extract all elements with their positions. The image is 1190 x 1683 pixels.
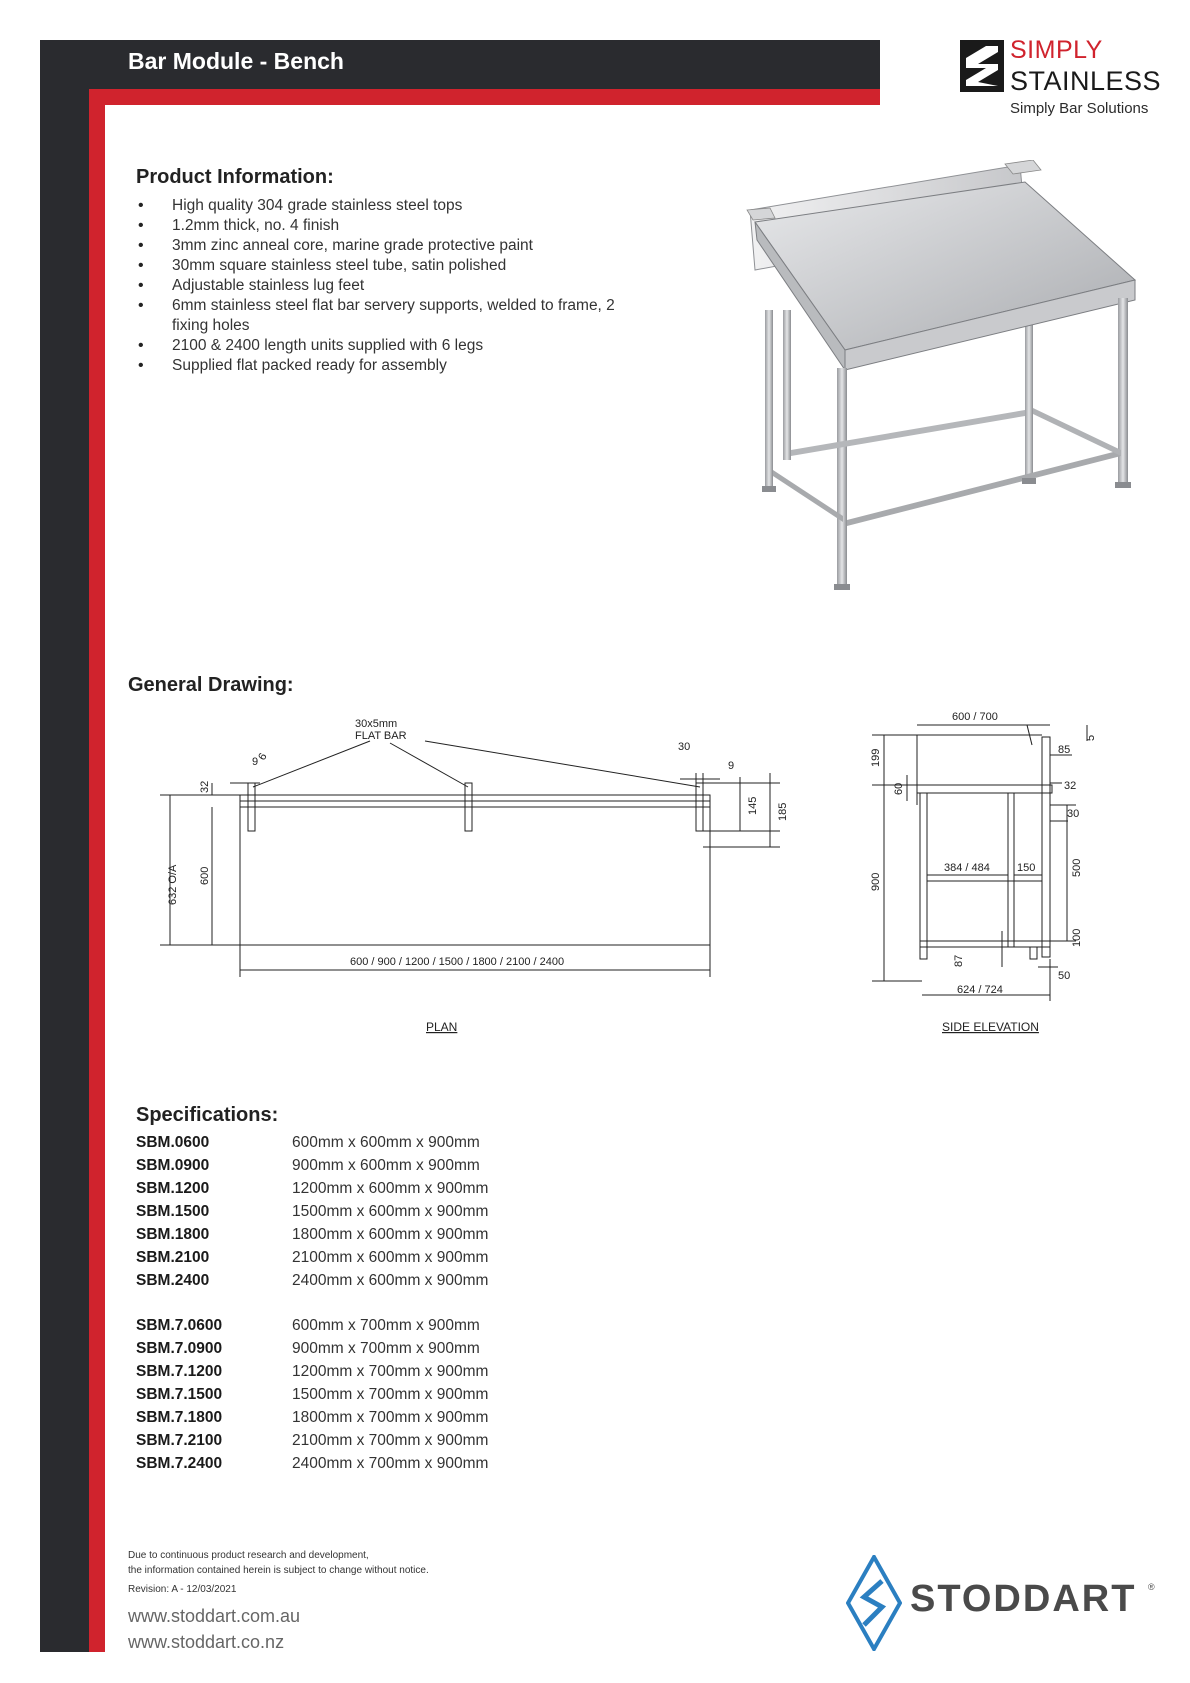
- revision-label: Revision: A - 12/03/2021: [128, 1584, 237, 1595]
- spec-row: [136, 1455, 488, 1478]
- plan-dim-9-left: 9: [252, 756, 259, 768]
- spec-dims: 2400mm x 600mm x 900mm: [292, 1272, 489, 1289]
- frame-red-bar-top: [89, 89, 880, 105]
- brand-simply: SIMPLY: [1010, 36, 1103, 64]
- side-dim-900: 900: [870, 872, 882, 891]
- spec-row: [136, 1249, 488, 1272]
- spec-dims: 1800mm x 600mm x 900mm: [292, 1226, 489, 1243]
- spec-row: [136, 1363, 488, 1386]
- side-dim-50: 50: [1058, 970, 1071, 982]
- spec-code: SBM.1500: [136, 1203, 210, 1220]
- plan-dim-9-right: 9: [728, 760, 735, 772]
- side-dim-624: 624 / 724: [957, 984, 1003, 996]
- side-dim-100: 100: [1071, 928, 1083, 947]
- spec-row: [136, 1386, 488, 1409]
- side-dim-5: 5: [1085, 734, 1097, 741]
- spec-code: SBM.0600: [136, 1134, 210, 1151]
- brand-tagline: Simply Bar Solutions: [1010, 100, 1149, 117]
- frame-red-bar-left: [89, 89, 105, 1652]
- page-title: Bar Module - Bench: [128, 48, 344, 74]
- side-dim-199: 199: [870, 748, 882, 767]
- spec-code: SBM.7.2400: [136, 1455, 223, 1472]
- spec-code: SBM.7.0600: [136, 1317, 223, 1334]
- product-info-title: Product Information:: [136, 166, 334, 188]
- stoddart-logo-icon: [846, 1555, 902, 1651]
- plan-dim-600: 600: [199, 866, 211, 885]
- spec-row: [136, 1272, 488, 1295]
- disclaimer-line-2: the information contained herein is subject to change without notice.: [128, 1565, 429, 1576]
- side-caption: SIDE ELEVATION: [942, 1020, 1039, 1034]
- feature-item: • 1.2mm thick, no. 4 finish: [135, 216, 655, 236]
- spec-dims: 900mm x 700mm x 900mm: [292, 1340, 480, 1357]
- spec-code: SBM.7.0900: [136, 1340, 223, 1357]
- feature-item: • Adjustable stainless lug feet: [135, 276, 655, 296]
- spec-row: [136, 1226, 488, 1249]
- side-dim-30: 30: [1067, 808, 1080, 820]
- spec-code: SBM.7.1800: [136, 1409, 223, 1426]
- feature-item: • Supplied flat packed ready for assembly: [135, 356, 655, 376]
- side-dim-60: 60: [893, 782, 905, 795]
- plan-dim-32: 32: [199, 780, 211, 793]
- spec-row: [136, 1432, 488, 1455]
- side-dim-384: 384 / 484: [944, 862, 990, 874]
- feature-item: • 6mm stainless steel flat bar servery supports, welded to frame, 2 fixing holes: [135, 296, 655, 336]
- spec-dims: 600mm x 700mm x 900mm: [292, 1317, 480, 1334]
- spec-code: SBM.2100: [136, 1249, 210, 1266]
- spec-row: [136, 1409, 488, 1432]
- feature-list: [135, 196, 655, 376]
- spec-code: SBM.2400: [136, 1272, 210, 1289]
- feature-item: • 30mm square stainless steel tube, satin polished: [135, 256, 655, 276]
- side-dim-32: 32: [1064, 780, 1077, 792]
- spec-code: SBM.7.1200: [136, 1363, 223, 1380]
- spec-row: [136, 1203, 488, 1226]
- plan-dim-145: 145: [747, 796, 759, 815]
- spec-code: SBM.7.2100: [136, 1432, 223, 1449]
- brand-stainless: STAINLESS: [1010, 66, 1162, 96]
- simply-stainless-logo-icon: [960, 40, 1004, 92]
- stoddart-wordmark: STODDART: [910, 1578, 1137, 1620]
- specifications-title: Specifications:: [136, 1104, 279, 1126]
- bench-product-image: [735, 160, 1155, 600]
- side-dim-85: 85: [1058, 744, 1071, 756]
- feature-item: • High quality 304 grade stainless steel tops: [135, 196, 655, 216]
- plan-flatbar-label-2: FLAT BAR: [355, 730, 407, 742]
- spec-code: SBM.1800: [136, 1226, 210, 1243]
- spec-dims: 1800mm x 700mm x 900mm: [292, 1409, 489, 1426]
- spec-dims: 1200mm x 700mm x 900mm: [292, 1363, 489, 1380]
- feature-item: • 2100 & 2400 length units supplied with 6 legs: [135, 336, 655, 356]
- plan-dim-632: 632 O/A: [167, 864, 179, 905]
- spec-dims: 2400mm x 700mm x 900mm: [292, 1455, 489, 1472]
- spec-code: SBM.0900: [136, 1157, 210, 1174]
- side-dim-150: 150: [1017, 862, 1036, 874]
- feature-item: • 3mm zinc anneal core, marine grade protective paint: [135, 236, 655, 256]
- website-link-au[interactable]: www.stoddart.com.au: [128, 1606, 301, 1626]
- spec-code: SBM.7.1500: [136, 1386, 223, 1403]
- spec-dims: 1500mm x 600mm x 900mm: [292, 1203, 489, 1220]
- spec-row: [136, 1157, 480, 1180]
- plan-dim-diameter: 6: [256, 751, 270, 763]
- plan-dim-lengths: 600 / 900 / 1200 / 1500 / 1800 / 2100 / 2400: [350, 956, 565, 968]
- side-dim-500: 500: [1071, 858, 1083, 877]
- spec-dims: 1200mm x 600mm x 900mm: [292, 1180, 489, 1197]
- spec-dims: 2100mm x 700mm x 900mm: [292, 1432, 489, 1449]
- spec-dims: 1500mm x 700mm x 900mm: [292, 1386, 489, 1403]
- website-link-nz[interactable]: www.stoddart.co.nz: [128, 1632, 285, 1652]
- spec-row: [136, 1317, 480, 1340]
- registered-mark: ®: [1148, 1582, 1155, 1592]
- side-dim-width: 600 / 700: [952, 711, 998, 723]
- frame-dark-bar-left: [40, 40, 89, 1652]
- disclaimer: [128, 1548, 429, 1578]
- spec-code: SBM.1200: [136, 1180, 210, 1197]
- spec-dims: 600mm x 600mm x 900mm: [292, 1134, 480, 1151]
- plan-caption: PLAN: [426, 1020, 458, 1034]
- spec-dims: 2100mm x 600mm x 900mm: [292, 1249, 489, 1266]
- plan-drawing: [160, 705, 810, 1045]
- disclaimer-line-1: Due to continuous product research and development,: [128, 1550, 369, 1561]
- side-elevation-drawing: [862, 705, 1122, 1045]
- plan-dim-30: 30: [678, 741, 691, 753]
- side-dim-87: 87: [953, 954, 965, 967]
- spec-row: [136, 1134, 480, 1157]
- plan-dim-185: 185: [777, 802, 789, 821]
- spec-dims: 900mm x 600mm x 900mm: [292, 1157, 480, 1174]
- general-drawing-title: General Drawing:: [128, 674, 294, 696]
- plan-flatbar-label-1: 30x5mm: [355, 718, 398, 730]
- spec-row: [136, 1340, 480, 1363]
- spec-row: [136, 1180, 488, 1203]
